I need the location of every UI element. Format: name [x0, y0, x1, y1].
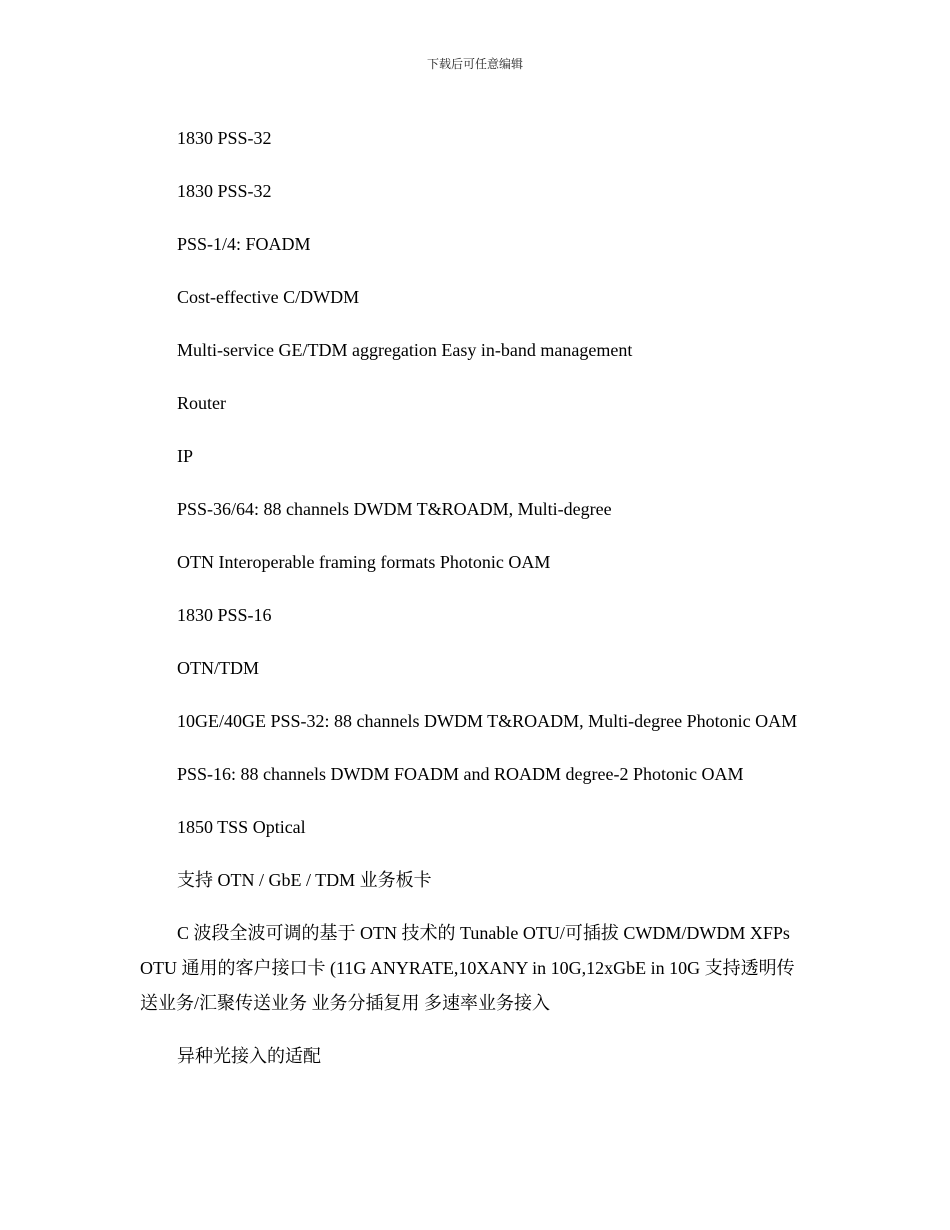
- paragraph: 1830 PSS-16: [177, 605, 272, 625]
- paragraph: 支持 OTN / GbE / TDM 业务板卡: [177, 870, 432, 890]
- paragraph: PSS-36/64: 88 channels DWDM T&ROADM, Multi-degree: [177, 499, 612, 519]
- paragraph: 10GE/40GE PSS-32: 88 channels DWDM T&ROADM, Multi-degree Photonic OAM: [177, 711, 798, 731]
- paragraph: PSS-1/4: FOADM: [177, 234, 311, 254]
- paragraph: 异种光接入的适配: [177, 1046, 321, 1066]
- paragraph: OTN/TDM: [177, 658, 259, 678]
- paragraph: PSS-16: 88 channels DWDM FOADM and ROADM degree-2 Photonic OAM: [177, 764, 744, 784]
- paragraph: C 波段全波可调的基于 OTN 技术的 Tunable OTU/可插拔 CWDM/DWDM XFPs OTU 通用的客户接口卡 (11G ANYRATE,10XANY in 10G,12xGbE in 10G 支持透明传送业务/汇聚传送业务 业务分插复用 多速率业务接入: [140, 923, 795, 1013]
- paragraph: IP: [177, 446, 194, 466]
- paragraph: Multi-service GE/TDM aggregation Easy in-band management: [177, 340, 633, 360]
- paragraph: 1830 PSS-32: [177, 128, 272, 148]
- paragraph: OTN Interoperable framing formats Photonic OAM: [177, 552, 551, 572]
- paragraph: Cost-effective C/DWDM: [177, 287, 360, 307]
- paragraph: 1830 PSS-32: [177, 181, 272, 201]
- paragraph: Router: [177, 393, 226, 413]
- paragraph: 1850 TSS Optical: [177, 817, 306, 837]
- document-body: [140, 121, 810, 1092]
- page-header: 下载后可任意编辑: [426, 57, 523, 71]
